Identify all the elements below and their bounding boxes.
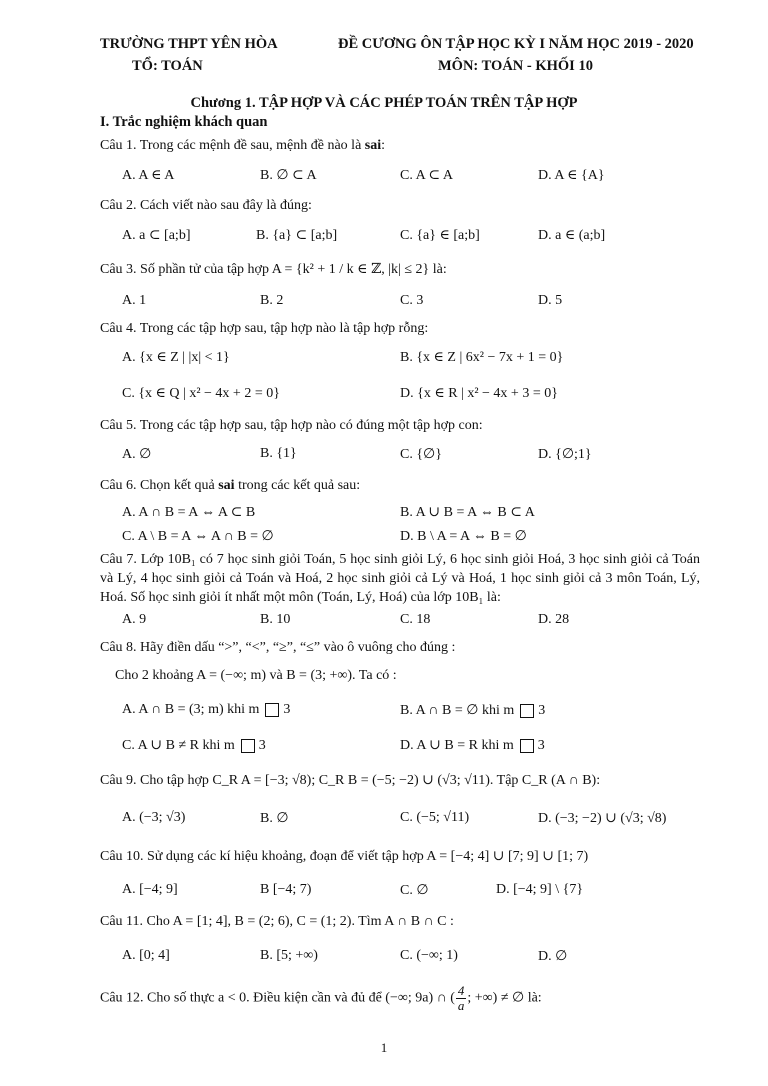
question-11: Câu 11. Cho A = [1; 4], B = (2; 6), C = (1; 2). Tìm A ∩ B ∩ C : [100, 914, 454, 929]
answer-box [265, 703, 279, 717]
q3-option-c: C. 3 [400, 293, 424, 308]
q3-option-b: B. 2 [260, 293, 284, 308]
q7-option-b: B. 10 [260, 612, 291, 627]
department: TỔ: TOÁN [132, 58, 203, 74]
question-6-suffix: trong các kết quả sau: [234, 478, 361, 493]
q5-option-d: D. {∅;1} [538, 447, 592, 462]
q11-option-d: D. ∅ [538, 949, 568, 964]
q5-option-b: B. {1} [260, 446, 297, 461]
question-6-emphasis: sai [218, 478, 235, 493]
q8-option-a [122, 702, 290, 718]
q10-option-c: C. ∅ [400, 883, 429, 898]
question-6-prefix: Câu 6. Chọn kết quả [100, 478, 219, 493]
q2-option-b: B. {a} ⊂ [a;b] [256, 228, 338, 243]
question-8: Câu 8. Hãy điền dấu “>”, “<”, “≥”, “≤” vào ô vuông cho đúng : [100, 640, 456, 655]
q8-option-d [400, 737, 545, 754]
q1-option-a: A. A ∈ A [122, 168, 175, 183]
q9-option-a: A. (−3; √3) [122, 810, 186, 825]
q4-option-c: C. {x ∈ Q | x² − 4x + 2 = 0} [122, 386, 280, 401]
question-1-suffix: : [381, 138, 386, 153]
question-12-suffix: ; +∞) ≠ ∅ là: [467, 990, 542, 1006]
fraction [456, 984, 467, 1013]
question-9: Câu 9. Cho tập hợp C_R A = [−3; √8); C_R B = (−5; −2) ∪ (√3; √11). Tập C_R (A ∩ B): [100, 773, 601, 788]
question-5: Câu 5. Trong các tập hợp sau, tập hợp nào có đúng một tập hợp con: [100, 418, 483, 433]
q2-option-a: A. a ⊂ [a;b] [122, 228, 191, 243]
question-4: Câu 4. Trong các tập hợp sau, tập hợp nào là tập hợp rỗng: [100, 321, 429, 336]
question-12-prefix: Câu 12. Cho số thực a < 0. Điều kiện cần và đủ để (−∞; 9a) ∩ ( [100, 990, 455, 1006]
q7-option-c: C. 18 [400, 612, 431, 627]
page-number: 1 [380, 1040, 388, 1055]
q6-option-a: A. A ∩ B = A ⇔ A ⊂ B [122, 505, 256, 520]
q10-option-d: D. [−4; 9] \ {7} [496, 882, 584, 897]
school-name: TRƯỜNG THPT YÊN HÒA [100, 36, 278, 52]
q4-option-b: B. {x ∈ Z | 6x² − 7x + 1 = 0} [400, 350, 564, 365]
question-3: Câu 3. Số phần tử của tập hợp A = {k² + 1 / k ∈ ℤ, |k| ≤ 2} là: [100, 262, 447, 277]
q1-option-b: B. ∅ ⊂ A [260, 168, 317, 183]
q6-option-c: C. A \ B = A ⇔ A ∩ B = ∅ [122, 529, 274, 544]
q5-option-a: A. ∅ [122, 447, 152, 462]
q8-option-c-tail: 3 [258, 738, 266, 753]
q6-option-b: B. A ∪ B = A ⇔ B ⊂ A [400, 505, 535, 520]
q8-option-b-tail: 3 [538, 703, 546, 718]
question-1 [100, 138, 385, 154]
q11-option-c: C. (−∞; 1) [400, 948, 458, 963]
section-title: I. Trắc nghiệm khách quan [100, 114, 268, 130]
question-7: Câu 7. Lớp 10B₁ có 7 học sinh giỏi Toán, 5 học sinh giỏi Lý, 6 học sinh giỏi Hoá, 3 học sinh giỏi cả Toán và Lý, 4 học sinh giỏi cả Toán và Hoá, 2 học sinh giỏi cả Lý và Hoá, 1 học sinh giỏi cả 3 môn Toán, Lý, Hoá. Số học sinh giỏi ít nhất một môn (Toán, Lý, Hoá) của lớp 10B₁ là: [100, 552, 700, 605]
fraction-denominator: a [457, 998, 465, 1013]
q8-option-a-tail: 3 [283, 702, 291, 717]
question-12 [100, 984, 542, 1013]
q8-option-b [400, 702, 545, 719]
q11-option-a: A. [0; 4] [122, 948, 170, 963]
question-8-given: Cho 2 khoảng A = (−∞; m) và B = (3; +∞). Ta có : [115, 668, 397, 683]
document-title: ĐỀ CƯƠNG ÔN TẬP HỌC KỲ I NĂM HỌC 2019 - 2020 [338, 36, 694, 52]
q7-option-d: D. 28 [538, 612, 570, 627]
q10-option-b: B [−4; 7) [260, 882, 312, 897]
answer-box [520, 704, 534, 718]
q4-option-d: D. {x ∈ R | x² − 4x + 3 = 0} [400, 386, 558, 401]
answer-box [241, 739, 255, 753]
q7-option-a: A. 9 [122, 612, 147, 627]
question-1-emphasis: sai [364, 138, 382, 153]
q8-option-b-label: B. A ∩ B = ∅ khi m [400, 703, 515, 718]
q3-option-d: D. 5 [538, 293, 563, 308]
q9-option-c: C. (−5; √11) [400, 810, 470, 825]
q9-option-b: B. ∅ [260, 811, 289, 826]
subject-grade: MÔN: TOÁN - KHỐI 10 [438, 58, 593, 74]
q9-option-d: D. (−3; −2) ∪ (√3; √8) [538, 811, 667, 826]
q8-option-d-tail: 3 [537, 738, 545, 753]
question-6 [100, 478, 360, 494]
q6-option-d: D. B \ A = A ⇔ B = ∅ [400, 529, 527, 544]
q8-option-c-label: C. A ∪ B ≠ R khi m [122, 738, 235, 753]
q1-option-c: C. A ⊂ A [400, 168, 453, 183]
q5-option-c: C. {∅} [400, 447, 442, 462]
q1-option-d: D. A ∈ {A} [538, 168, 605, 183]
answer-box [520, 739, 534, 753]
q11-option-b: B. [5; +∞) [260, 948, 318, 963]
q2-option-d: D. a ∈ (a;b] [538, 228, 606, 243]
fraction-numerator: 4 [457, 983, 465, 998]
q8-option-c [122, 737, 266, 754]
question-2: Câu 2. Cách viết nào sau đây là đúng: [100, 198, 312, 213]
q2-option-c: C. {a} ∈ [a;b] [400, 228, 480, 243]
q10-option-a: A. [−4; 9] [122, 882, 178, 897]
question-1-prefix: Câu 1. Trong các mệnh đề sau, mệnh đề nào là [100, 138, 365, 153]
q3-option-a: A. 1 [122, 293, 147, 308]
q8-option-a-label: A. A ∩ B = (3; m) khi m [122, 702, 260, 717]
question-10: Câu 10. Sử dụng các kí hiệu khoảng, đoạn để viết tập hợp A = [−4; 4] ∪ [7; 9] ∪ [1; 7) [100, 849, 589, 864]
q4-option-a: A. {x ∈ Z | |x| < 1} [122, 350, 230, 365]
q8-option-d-label: D. A ∪ B = R khi m [400, 738, 514, 753]
chapter-title: Chương 1. TẬP HỢP VÀ CÁC PHÉP TOÁN TRÊN TẬP HỢP [190, 95, 578, 111]
